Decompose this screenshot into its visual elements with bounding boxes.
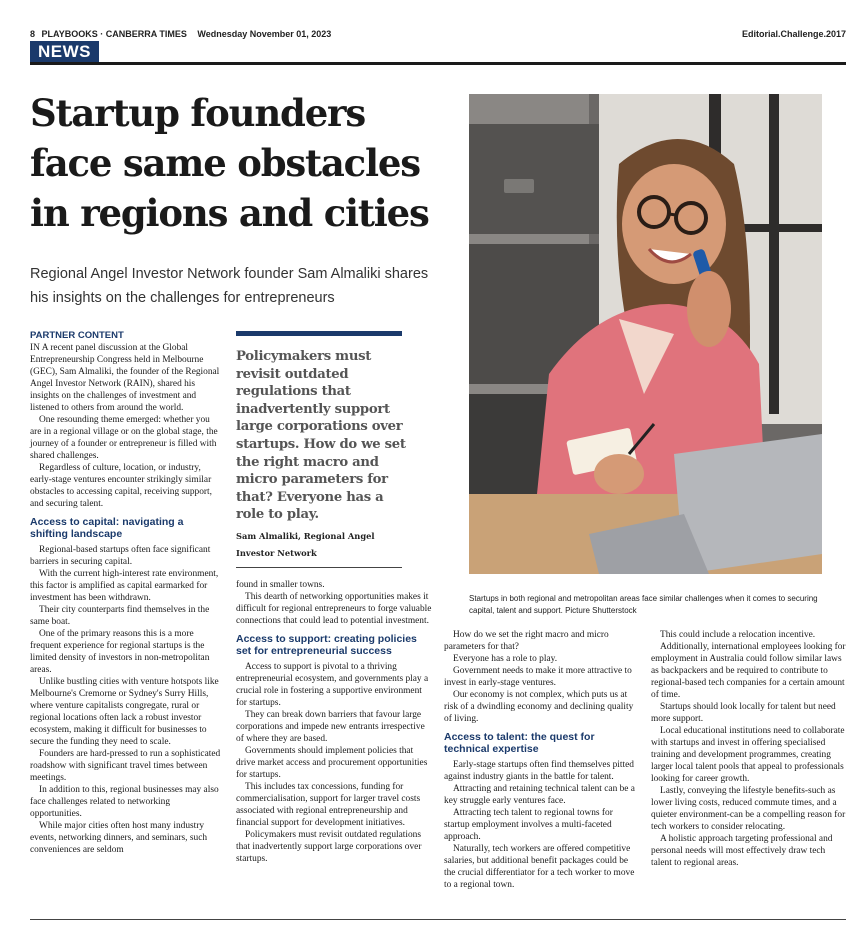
paragraph: Regardless of culture, location, or industry, early-stage ventures encounter strikingly similar obstacles to accessing capital, receiving support, and securing talent. <box>30 463 212 509</box>
headline-line: face same obstacles <box>30 141 420 185</box>
subhead-support: Access to support: creating policies set for entrepreneurial success <box>236 633 417 657</box>
kicker: PARTNER CONTENT <box>30 330 124 341</box>
pull-quote-bar <box>236 331 402 336</box>
paragraph: This could include a relocation incentive. <box>660 630 816 640</box>
paragraph: In addition to this, regional businesses may also face challenges related to networking opportunities. <box>30 785 219 819</box>
paragraph: found in smaller towns. <box>236 580 325 590</box>
paragraph: Founders are hard-pressed to run a sophisticated roadshow with significant travel times between meetings. <box>30 749 221 783</box>
subhead-capital: Access to capital: navigating a shifting landscape <box>30 516 184 540</box>
paragraph: Unlike bustling cities with venture hotspots like Melbourne's Cremorne or Sydney's Surry Hills, where venture capitalists congregate, rural or regional locations often lack a robust investor ecosystem, making it difficult for businesses to secure the funding they need to scale. <box>30 677 219 747</box>
paragraph: Additionally, international employees looking for employment in Australia could follow similar laws as backpackers and be required to contribute to regional-based tech companies for a certain amount of time. <box>651 642 846 700</box>
column-4 <box>651 629 846 869</box>
paragraph: They can break down barriers that favour large corporations and impede new entrants irrespective of where they are based. <box>236 710 425 744</box>
paragraph: With the current high-interest rate environment, this factor is amplified as capital earmarked for investment has been withdrawn. <box>30 569 219 603</box>
folio-line <box>30 29 331 39</box>
headline-line: in regions and cities <box>30 191 429 235</box>
standfirst: Regional Angel Investor Network founder Sam Almaliki shares his insights on the challenges for entrepreneurs <box>30 266 429 306</box>
paragraph: Naturally, tech workers are offered competitive salaries, but additional benefit packages could be the crucial differentiator for a tech worker to move to a regional town. <box>444 844 635 890</box>
article-photo <box>469 94 822 574</box>
paragraph: Everyone has a role to play. <box>453 654 558 664</box>
paragraph: A holistic approach targeting professional and personal needs will most effectively draw tech talent to regional areas. <box>651 834 833 868</box>
paragraph: This includes tax concessions, funding for commercialisation, support for larger travel costs associated with regional entrepreneurship and financial support for development initiatives. <box>236 782 421 828</box>
headline <box>30 88 450 238</box>
paragraph: Policymakers must revisit outdated regulations that inadvertently support large corporations over startups. <box>236 830 422 864</box>
paragraph: One resounding theme emerged: whether you are in a regional village or on the global stage, the journey of a founder or entrepreneur is filled with shared challenges. <box>30 415 218 461</box>
paragraph: Our economy is not complex, which puts us at risk of a dwindling economy and declining quality of living. <box>444 690 634 724</box>
paragraph: Local educational institutions need to collaborate with startups and invest in offering specialised training and development programmes, creating larger local talent pools that appeal to professionals looking for career growth. <box>651 726 845 784</box>
paragraph: Startups should look locally for talent but need more support. <box>651 702 836 724</box>
paragraph: While major cities often host many industry events, networking dinners, and seminars, such conveniences are seldom <box>30 821 208 855</box>
column-3 <box>444 629 640 891</box>
paragraph: IN A recent panel discussion at the Global Entrepreneurship Congress held in Melbourne (GEC), Sam Almaliki, the founder of the Regional Angel Investor Network (RAIN), shared his insights on the challenges of investment and listened to others from around the world. <box>30 343 220 413</box>
footer-rule <box>30 919 846 920</box>
pull-quote: Policymakers must revisit outdated regulations that inadvertently support large corporations over startups. How do we set the right macro and micro parameters for that? Everyone has a role to play. <box>236 349 406 523</box>
column-1 <box>30 330 223 856</box>
issue-date: Wednesday November 01, 2023 <box>197 29 332 39</box>
paragraph: One of the primary reasons this is a more frequent experience for regional startups is the limited density of investors in non-metropolitan areas. <box>30 629 210 675</box>
paragraph: Regional-based startups often face significant barriers in securing capital. <box>30 545 211 567</box>
page-number: 8 <box>30 29 36 39</box>
paragraph: Lastly, conveying the lifestyle benefits-such as lower living costs, reduced commute times, and a quieter environment-can be a compelling reason for tech workers to consider relocating. <box>651 786 846 832</box>
publication-name: PLAYBOOKS · CANBERRA TIMES <box>41 29 187 39</box>
edition-label: Editorial.Challenge.2017 <box>741 29 846 39</box>
paragraph: Governments should implement policies that drive market access and procurement opportunities for startups. <box>236 746 428 780</box>
paragraph: Government needs to make it more attractive to invest in early-stage ventures. <box>444 666 632 688</box>
photo-caption: Startups in both regional and metropolitan areas face similar challenges when it comes to securing capital, talent and support. Picture Shutterstock <box>469 594 818 615</box>
section-tag: NEWS <box>30 41 99 63</box>
subhead-talent: Access to talent: the quest for technical expertise <box>444 731 595 755</box>
masthead-rule <box>30 62 846 65</box>
paragraph: Their city counterparts find themselves in the same boat. <box>30 605 210 627</box>
paragraph: This dearth of networking opportunities makes it difficult for regional entrepreneurs to forge valuable connections that could lead to potential investment. <box>236 592 432 626</box>
paragraph: Attracting tech talent to regional towns for startup employment involves a multi-faceted approach. <box>444 808 613 842</box>
pull-quote-rule <box>236 567 402 568</box>
column-2 <box>236 579 432 865</box>
paragraph: Attracting and retaining technical talent can be a key struggle early ventures face. <box>444 784 635 806</box>
pull-quote-attribution: Sam Almaliki, Regional Angel Investor Network <box>236 531 375 558</box>
paragraph: Early-stage startups often find themselves pitted against industry giants in the battle for talent. <box>444 760 634 782</box>
headline-line: Startup founders <box>30 91 365 135</box>
paragraph: Access to support is pivotal to a thriving entrepreneurial ecosystem, and governments play a crucial role in fostering a supportive environment for startups. <box>236 662 429 708</box>
paragraph: How do we set the right macro and micro parameters for that? <box>444 630 609 652</box>
